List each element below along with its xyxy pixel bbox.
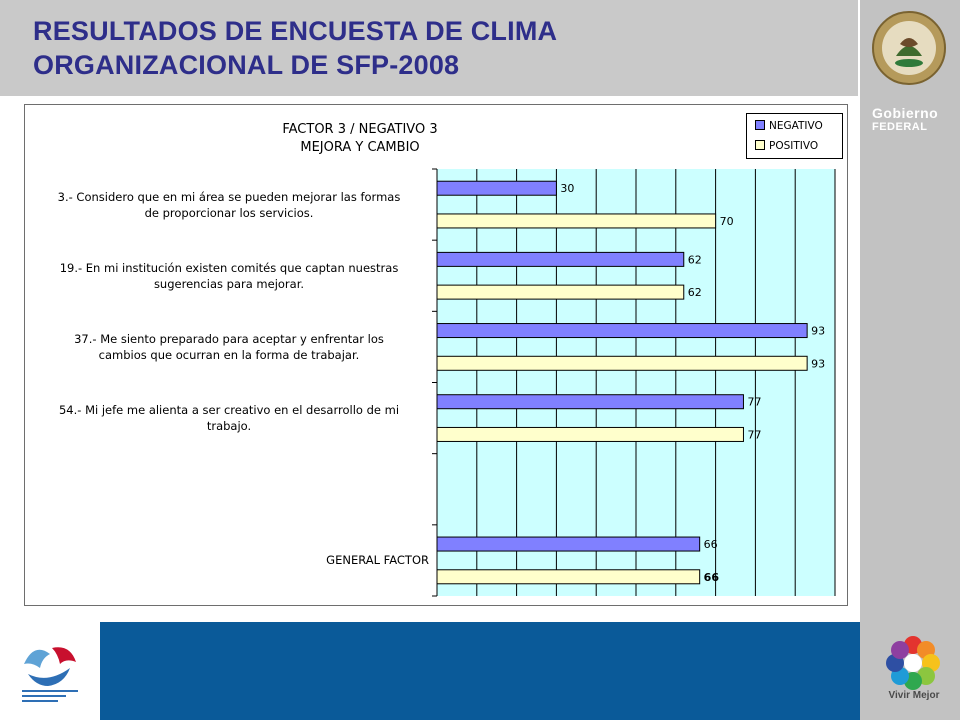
data-label: 93 (811, 324, 826, 338)
category-label-line2: cambios que ocurran en la forma de trabajar. (98, 347, 360, 362)
chart-title (265, 121, 455, 157)
legend-swatch-negativo (755, 120, 765, 130)
gobierno-federal-logo (872, 106, 952, 133)
bar-negativo (437, 324, 807, 338)
category-label-line1: 19.- En mi institución existen comités que captan nuestras (59, 260, 399, 275)
slide-header (0, 0, 858, 96)
vivir-mejor-text: Vivir Mejor (888, 690, 940, 701)
category-label-line1: 37.- Me siento preparado para aceptar y enfrentar los (74, 331, 384, 346)
data-label: 62 (687, 286, 702, 300)
chart-legend (746, 113, 843, 159)
category-label-line2: sugerencias para mejorar. (153, 276, 305, 291)
bar-negativo (437, 395, 743, 409)
mexican-seal-icon (870, 8, 948, 88)
gob-line1: Gobierno (872, 105, 939, 121)
data-label: 77 (747, 428, 762, 442)
bar-negativo (437, 537, 700, 551)
data-label: 77 (747, 395, 762, 409)
data-label: 30 (560, 182, 575, 196)
category-label (29, 552, 429, 568)
legend-label-positivo: POSITIVO (769, 140, 819, 152)
data-label: 66 (703, 570, 719, 584)
vivir-mejor-logo-icon (884, 634, 942, 692)
gob-line2: FEDERAL (872, 121, 928, 133)
category-label-line1: 3.- Considero que en mi área se pueden mejorar las formas (57, 189, 401, 204)
category-label (29, 331, 429, 363)
category-label (29, 402, 429, 434)
data-label: 66 (703, 538, 718, 552)
category-label-line1: 54.- Mi jefe me alienta a ser creativo en el desarrollo de mi (58, 403, 400, 418)
category-label-line2: trabajo. (206, 419, 252, 434)
bar-positivo (437, 285, 684, 299)
chart-title-line1: FACTOR 3 / NEGATIVO 3 (282, 122, 438, 137)
bar-positivo (437, 427, 743, 441)
legend-item-negativo (755, 118, 823, 134)
slide-title (33, 14, 557, 82)
chart-title-line2: MEJORA Y CAMBIO (300, 140, 420, 155)
category-label (29, 189, 429, 221)
inmujeres-logo-icon (18, 634, 82, 706)
data-label: 62 (687, 253, 702, 267)
category-label-line2: de proporcionar los servicios. (144, 205, 314, 220)
bar-positivo (437, 356, 807, 370)
slide-title-line2: ORGANIZACIONAL DE SFP-2008 (33, 50, 460, 80)
legend-swatch-positivo (755, 140, 765, 150)
slide-title-line1: RESULTADOS DE ENCUESTA DE CLIMA (33, 16, 558, 46)
legend-item-positivo (755, 138, 818, 154)
bar-negativo (437, 181, 556, 195)
data-label: 93 (811, 357, 826, 371)
bar-positivo (437, 570, 700, 584)
bottom-bar (100, 622, 860, 720)
bar-positivo (437, 214, 716, 228)
category-label (29, 260, 429, 292)
category-label-line1: GENERAL FACTOR (326, 553, 429, 568)
chart-container (24, 104, 848, 606)
bar-negativo (437, 252, 684, 266)
legend-label-negativo: NEGATIVO (769, 120, 823, 132)
data-label: 70 (719, 214, 734, 228)
